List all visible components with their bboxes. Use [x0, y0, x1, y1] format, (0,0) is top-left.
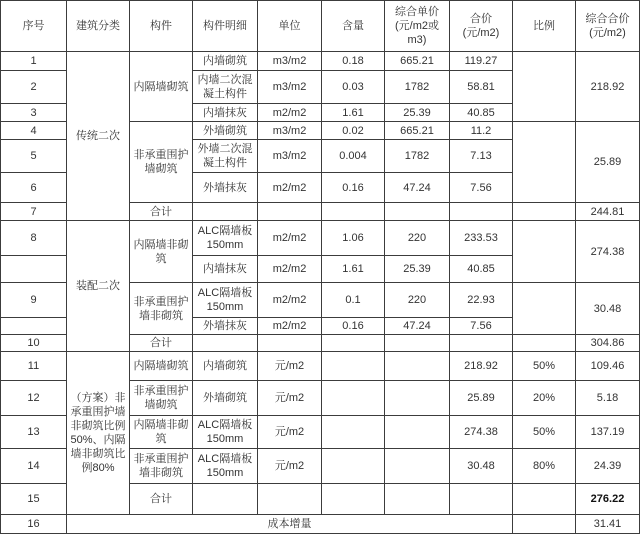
header-component: 构件 [130, 0, 193, 52]
unit-cell: 元/m2 [258, 352, 322, 381]
component-cell: 内隔墙非砌筑 [130, 416, 193, 449]
unit-price-cell [385, 416, 450, 449]
quantity-cell: 0.18 [322, 52, 385, 71]
detail-cell: 外墙二次混凝土构件 [193, 140, 258, 173]
header-ratio: 比例 [513, 0, 576, 52]
header-unit: 单位 [258, 0, 322, 52]
quantity-cell: 0.03 [322, 71, 385, 104]
seq-cell: 13 [0, 416, 67, 449]
unit-price-cell: 47.24 [385, 318, 450, 335]
unit-cell: m2/m2 [258, 221, 322, 256]
unit-price-cell [385, 449, 450, 484]
component-cell: 非承重围护墙砌筑 [130, 381, 193, 416]
unit-price-cell [385, 381, 450, 416]
quantity-cell: 1.61 [322, 256, 385, 283]
subtotal-cell: 233.53 [450, 221, 513, 256]
header-seq: 序号 [0, 0, 67, 52]
ratio-cell [513, 52, 576, 122]
empty-cell [385, 335, 450, 352]
total-cell: 109.46 [576, 352, 640, 381]
component-cell: 非承重围护墙非砌筑 [130, 449, 193, 484]
ratio-cell [513, 122, 576, 203]
unit-cell: 元/m2 [258, 416, 322, 449]
seq-cell [0, 256, 67, 283]
quantity-cell: 0.16 [322, 318, 385, 335]
empty-cell [513, 335, 576, 352]
empty-cell [385, 203, 450, 221]
ratio-cell [513, 221, 576, 283]
subtotal-cell: 22.93 [450, 283, 513, 318]
unit-price-cell: 665.21 [385, 122, 450, 140]
detail-cell: ALC隔墙板150mm [193, 449, 258, 484]
total-cell: 304.86 [576, 335, 640, 352]
subtotal-cell: 119.27 [450, 52, 513, 71]
detail-cell: 内墙砌筑 [193, 352, 258, 381]
unit-price-cell: 220 [385, 221, 450, 256]
ratio-cell: 50% [513, 416, 576, 449]
empty-cell [258, 203, 322, 221]
unit-cell: m2/m2 [258, 256, 322, 283]
detail-cell: ALC隔墙板150mm [193, 221, 258, 256]
total-cell: 25.89 [576, 122, 640, 203]
empty-cell [193, 203, 258, 221]
unit-price-cell [385, 352, 450, 381]
quantity-cell: 0.1 [322, 283, 385, 318]
seq-cell: 16 [0, 515, 67, 534]
detail-cell: 外墙砌筑 [193, 122, 258, 140]
seq-cell: 1 [0, 52, 67, 71]
ratio-cell: 80% [513, 449, 576, 484]
unit-cell: m2/m2 [258, 283, 322, 318]
total-cell: 218.92 [576, 52, 640, 122]
total-cell: 137.19 [576, 416, 640, 449]
quantity-cell: 0.004 [322, 140, 385, 173]
empty-cell [193, 484, 258, 515]
seq-cell: 4 [0, 122, 67, 140]
total-cell: 274.38 [576, 221, 640, 283]
subtotal-cell: 274.38 [450, 416, 513, 449]
subtotal-cell: 30.48 [450, 449, 513, 484]
component-cell: 内隔墙非砌筑 [130, 221, 193, 283]
subtotal-cell: 218.92 [450, 352, 513, 381]
subtotal-cell: 7.56 [450, 318, 513, 335]
header-quantity: 含量 [322, 0, 385, 52]
empty-cell [513, 484, 576, 515]
empty-cell [450, 335, 513, 352]
component-cell: 内隔墙砌筑 [130, 52, 193, 122]
unit-price-cell: 25.39 [385, 256, 450, 283]
empty-cell [322, 484, 385, 515]
seq-cell: 11 [0, 352, 67, 381]
cost-increment-label: 成本增量 [67, 515, 513, 534]
unit-price-cell: 1782 [385, 71, 450, 104]
unit-cell: m3/m2 [258, 122, 322, 140]
quantity-cell [322, 416, 385, 449]
component-cell: 内隔墙砌筑 [130, 352, 193, 381]
seq-cell: 6 [0, 173, 67, 203]
empty-cell [322, 335, 385, 352]
detail-cell: ALC隔墙板150mm [193, 283, 258, 318]
empty-cell [513, 203, 576, 221]
unit-price-cell: 220 [385, 283, 450, 318]
unit-cell: 元/m2 [258, 449, 322, 484]
subtotal-cell: 7.56 [450, 173, 513, 203]
header-subtotal: 合价(元/m2) [450, 0, 513, 52]
component-cell: 非承重围护墙非砌筑 [130, 283, 193, 335]
total-cell: 30.48 [576, 283, 640, 335]
subtotal-cell: 40.85 [450, 256, 513, 283]
empty-cell [385, 484, 450, 515]
empty-cell [513, 515, 576, 534]
seq-cell: 5 [0, 140, 67, 173]
detail-cell: 内墙抹灰 [193, 104, 258, 122]
seq-cell: 15 [0, 484, 67, 515]
subtotal-cell: 25.89 [450, 381, 513, 416]
seq-cell: 14 [0, 449, 67, 484]
total-cell: 24.39 [576, 449, 640, 484]
seq-cell: 9 [0, 283, 67, 318]
total-cell: 31.41 [576, 515, 640, 534]
seq-cell [0, 318, 67, 335]
empty-cell [258, 484, 322, 515]
detail-cell: 内墙砌筑 [193, 52, 258, 71]
empty-cell [450, 484, 513, 515]
ratio-cell: 20% [513, 381, 576, 416]
detail-cell: 内墙抹灰 [193, 256, 258, 283]
detail-cell: 内墙二次混凝土构件 [193, 71, 258, 104]
category-cell: 传统二次 [67, 52, 130, 221]
unit-price-cell: 1782 [385, 140, 450, 173]
category-cell: （方案）非承重围护墙非砌筑比例50%、内隔墙非砌筑比例80% [67, 352, 130, 515]
subtotal-cell: 58.81 [450, 71, 513, 104]
unit-cell: m3/m2 [258, 52, 322, 71]
detail-cell: ALC隔墙板150mm [193, 416, 258, 449]
empty-cell [258, 335, 322, 352]
detail-cell: 外墙砌筑 [193, 381, 258, 416]
summary-label: 合计 [130, 484, 193, 515]
total-cell: 244.81 [576, 203, 640, 221]
quantity-cell: 1.06 [322, 221, 385, 256]
seq-cell: 3 [0, 104, 67, 122]
component-cell: 非承重围护墙砌筑 [130, 122, 193, 203]
category-cell: 装配二次 [67, 221, 130, 352]
seq-cell: 10 [0, 335, 67, 352]
ratio-cell [513, 283, 576, 335]
empty-cell [322, 203, 385, 221]
quantity-cell [322, 381, 385, 416]
subtotal-cell: 7.13 [450, 140, 513, 173]
quantity-cell [322, 449, 385, 484]
empty-cell [450, 203, 513, 221]
seq-cell: 8 [0, 221, 67, 256]
total-cell: 5.18 [576, 381, 640, 416]
header-category: 建筑分类 [67, 0, 130, 52]
header-detail: 构件明细 [193, 0, 258, 52]
unit-price-cell: 47.24 [385, 173, 450, 203]
unit-price-cell: 665.21 [385, 52, 450, 71]
detail-cell: 外墙抹灰 [193, 318, 258, 335]
unit-cell: m3/m2 [258, 71, 322, 104]
quantity-cell: 0.16 [322, 173, 385, 203]
header-unit-price: 综合单价(元/m2或m3) [385, 0, 450, 52]
unit-cell: m2/m2 [258, 173, 322, 203]
seq-cell: 7 [0, 203, 67, 221]
summary-label: 合计 [130, 335, 193, 352]
unit-cell: m3/m2 [258, 140, 322, 173]
quantity-cell [322, 352, 385, 381]
summary-label: 合计 [130, 203, 193, 221]
unit-price-cell: 25.39 [385, 104, 450, 122]
detail-cell: 外墙抹灰 [193, 173, 258, 203]
quantity-cell: 0.02 [322, 122, 385, 140]
unit-cell: m2/m2 [258, 104, 322, 122]
total-cell: 276.22 [576, 484, 640, 515]
seq-cell: 12 [0, 381, 67, 416]
subtotal-cell: 11.2 [450, 122, 513, 140]
header-total: 综合合价(元/m2) [576, 0, 640, 52]
seq-cell: 2 [0, 71, 67, 104]
empty-cell [193, 335, 258, 352]
unit-cell: m2/m2 [258, 318, 322, 335]
subtotal-cell: 40.85 [450, 104, 513, 122]
unit-cell: 元/m2 [258, 381, 322, 416]
ratio-cell: 50% [513, 352, 576, 381]
quantity-cell: 1.61 [322, 104, 385, 122]
